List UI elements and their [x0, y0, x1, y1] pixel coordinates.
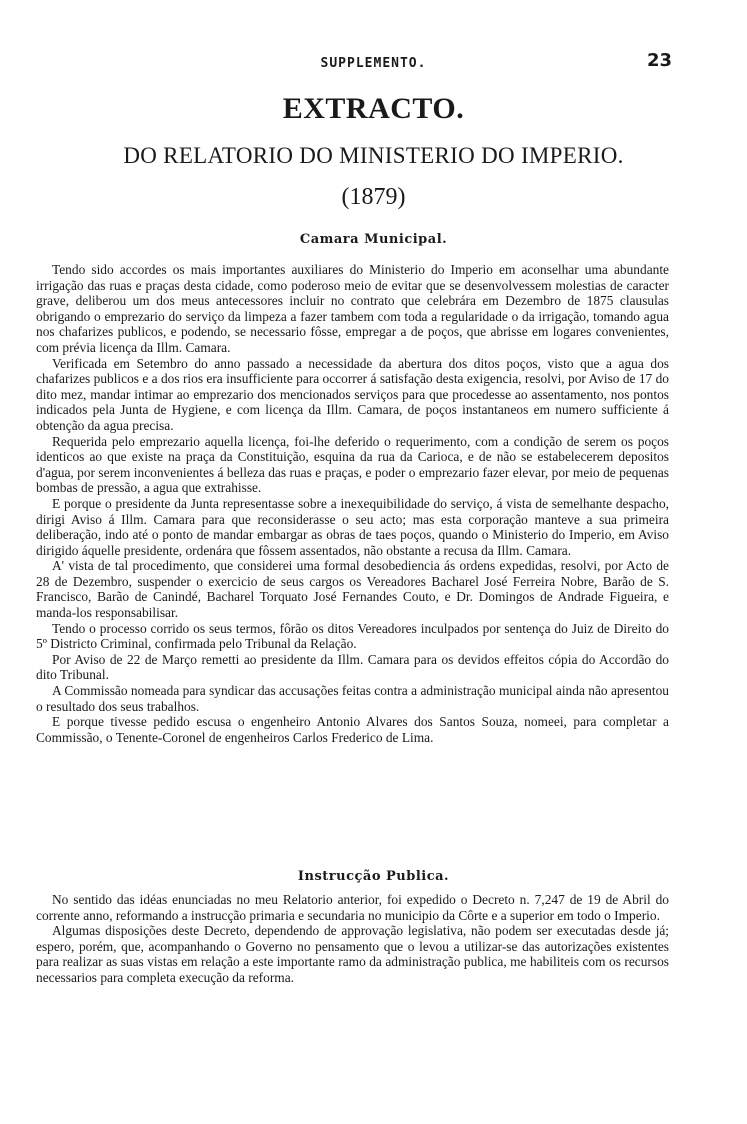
paragraph: Tendo sido accordes os mais importantes auxiliares do Ministerio do Imperio em aconselhar uma abundante irrigação das ruas e praças desta cidade, como poderoso meio de evitar que se desenvolvessem molestias de caracter grave, deliberou um dos meus antecessores incluir no contrato que celebrára em Dezembro de 1875 clausulas obrigando o emprezario do serviço da limpeza a fazer tambem com toda a regularidade o da irrigação, tomando agua nos chafarizes publicos, e podendo, se necessario fôsse, empregar a de poços, que abrisse em logares convenientes, com prévia licença da Illm. Camara. — [36, 262, 669, 355]
section-body-instruccao-publica — [36, 892, 669, 986]
paragraph: Por Aviso de 22 de Março remetti ao presidente da Illm. Camara para os devidos effeitos cópia do Accordão do dito Tribunal. — [36, 651, 669, 683]
section-heading-instruccao-publica: Instrucção Publica. — [297, 869, 450, 884]
paragraph: E porque tivesse pedido escusa o engenheiro Antonio Alvares dos Santos Souza, nomeei, para completar a Commissão, o Tenente-Coronel de engenheiros Carlos Frederico de Lima. — [36, 714, 669, 745]
paragraph: A Commissão nomeada para syndicar das accusações feitas contra a administração municipal ainda não apresentou o resultado dos seus trabalhos. — [36, 683, 669, 714]
document-year: (1879) — [341, 184, 406, 210]
running-header: SUPPLEMENTO. — [320, 56, 427, 71]
section-heading-camara-municipal: Camara Municipal. — [299, 232, 448, 247]
page-number: 23 — [647, 50, 673, 71]
paragraph: Requerida pelo emprezario aquella licença, foi-lhe deferido o requerimento, com a condição de serem os poços identicos ao que existe na praça da Constituição, esquina da rua da Carioca, e de não se estabelecerem depositos d'agua, por serem inconvenientes á belleza das ruas e praças, e poder o emprezario fazer elevar, por meio de pequenas bombas de pressão, a agua que extrahisse. — [36, 433, 669, 496]
paragraph: Algumas disposições deste Decreto, dependendo de approvação legislativa, não podem ser executadas desde já; espero, porém, que, acompanhando o Governo no pensamento que o levou a utilizar-se das autorizações existentes para realizar as suas vistas em relação a este importante ramo da administração publica, me habiliteis com os recursos necessarios para completa execução da reforma. — [36, 923, 669, 985]
paragraph: Tendo o processo corrido os seus termos, fôrão os ditos Vereadores inculpados por sentença do Juiz de Direito do 5º Districto Criminal, confirmada pelo Tribunal da Relação. — [36, 620, 669, 652]
document-title: EXTRACTO. — [282, 92, 465, 125]
paragraph: E porque o presidente da Junta representasse sobre a inexequibilidade do serviço, á vista de semelhante despacho, dirigi Aviso á Illm. Camara para que reconsiderasse o seu acto; mas esta corporação manteve a sua primeira deliberação, indo até o ponto de mandar embargar as obras de taes poços, quando o Ministerio do Imperio, em Aviso dirigido áquelle presidente, ordenára que fôssem assentados, não obstante a recusa da Illm. Camara. — [36, 495, 669, 558]
paragraph: Verificada em Setembro do anno passado a necessidade da abertura dos ditos poços, visto que a agua dos chafarizes publicos e a dos rios era insufficiente para occorrer á satisfação desta exigencia, resolvi, por Aviso de 17 do dito mez, mandar intimar ao emprezario dos mencionados serviços para que procedesse ao assentamento, nos pontos indicados pela Junta de Hygiene, e com licença da Illm. Camara, de poços instantaneos em numero sufficiente á obtenção da agua precisa. — [36, 355, 669, 433]
document-subtitle: DO RELATORIO DO MINISTERIO DO IMPERIO. — [123, 143, 624, 168]
section-body-camara-municipal — [36, 262, 669, 745]
paragraph: No sentido das idéas enunciadas no meu Relatorio anterior, foi expedido o Decreto n. 7,247 de 19 de Abril do corrente anno, reformando a instrucção primaria e secundaria no municipio da Côrte e a superior em todo o Imperio. — [36, 892, 669, 923]
paragraph: A' vista de tal procedimento, que considerei uma formal desobediencia ás ordens expedidas, resolvi, por Acto de 28 de Dezembro, suspender o exercicio de seus cargos os Vereadores Bacharel José Ferreira Nobre, Barão de S. Francisco, Barão de Canindé, Bacharel Torquato José Fernandes Couto, e Dr. Domingos de Andrade Figueira, e manda-los responsabilisar. — [36, 558, 669, 621]
